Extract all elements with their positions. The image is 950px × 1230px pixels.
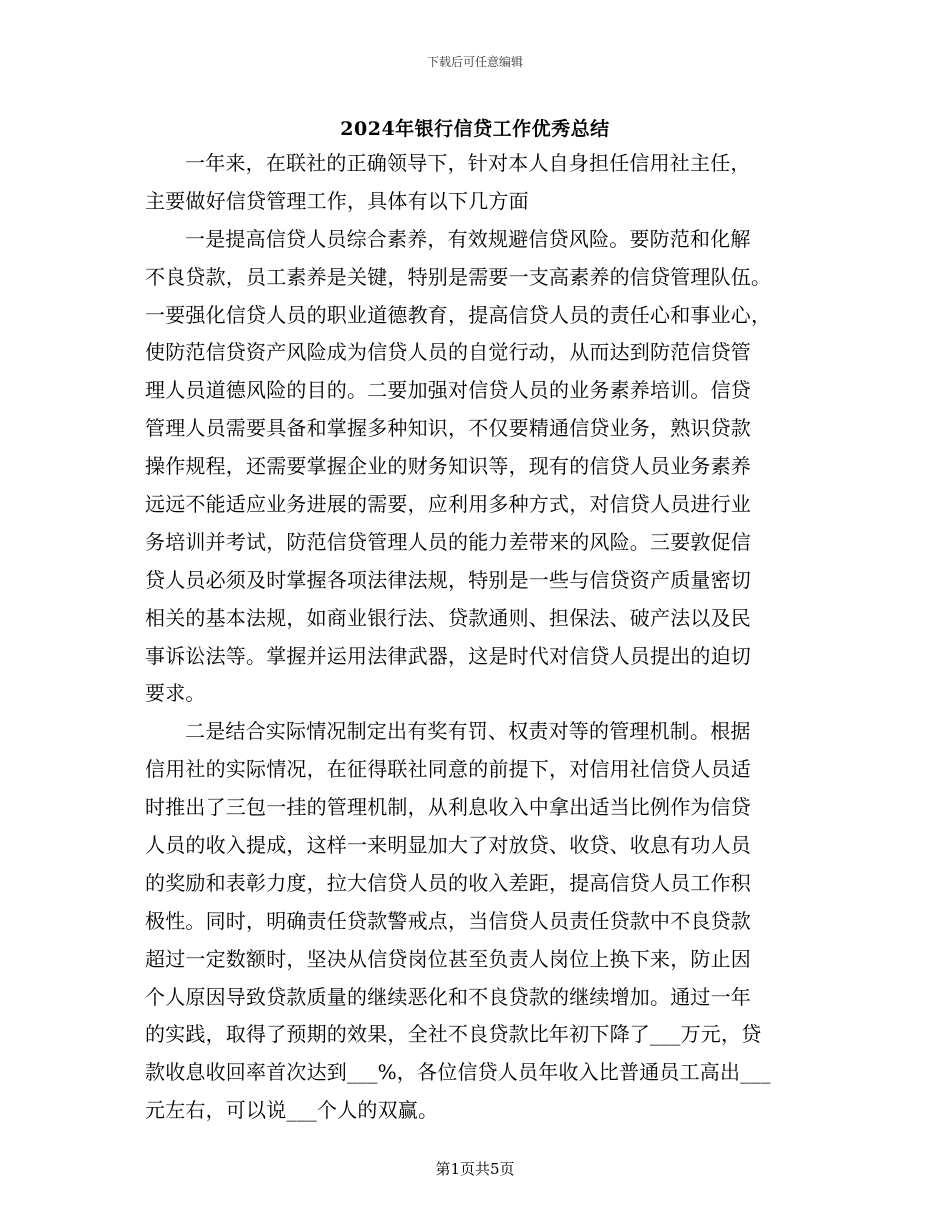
text-line: 相关的基本法规，如商业银行法、贷款通则、担保法、破产法以及民 bbox=[145, 605, 751, 630]
text-line: 主要做好信贷管理工作，具体有以下几方面 bbox=[145, 188, 529, 213]
text-line: 一是提高信贷人员综合素养，有效规避信贷风险。要防范和化解 bbox=[185, 226, 751, 251]
text-line: 理人员道德风险的目的。二要加强对信贷人员的业务素养培训。信贷 bbox=[145, 378, 751, 403]
text-line: 远远不能适应业务进展的需要，应利用多种方式，对信贷人员进行业 bbox=[145, 492, 751, 517]
text-line: 操作规程，还需要掌握企业的财务知识等，现有的信贷人员业务素养 bbox=[145, 454, 751, 479]
document-body bbox=[145, 145, 805, 1130]
text-line: 信用社的实际情况，在征得联社同意的前提下，对信用社信贷人员适 bbox=[145, 757, 751, 782]
text-line: 时推出了三包一挂的管理机制，从利息收入中拿出适当比例作为信贷 bbox=[145, 795, 751, 820]
text-line: 要求。 bbox=[145, 681, 206, 706]
document-title: 2024年银行信贷工作优秀总结 bbox=[340, 118, 610, 140]
page-header-note: 下载后可任意编辑 bbox=[426, 55, 523, 69]
text-line: 的实践，取得了预期的效果，全社不良贷款比年初下降了___万元，贷 bbox=[145, 1022, 762, 1047]
paragraph-1 bbox=[145, 145, 805, 221]
paragraph-2 bbox=[145, 221, 805, 714]
text-line: 人员的收入提成，这样一来明显加大了对放贷、收贷、收息有功人员 bbox=[145, 833, 751, 858]
text-line: 个人原因导致贷款质量的继续恶化和不良贷款的继续增加。通过一年 bbox=[145, 984, 751, 1009]
text-line: 的奖励和表彰力度，拉大信贷人员的收入差距，提高信贷人员工作积 bbox=[145, 870, 751, 895]
page-number: 第1页共5页 bbox=[435, 1160, 515, 1178]
text-line: 贷人员必须及时掌握各项法律法规，特别是一些与信贷资产质量密切 bbox=[145, 567, 751, 592]
text-line: 一年来，在联社的正确领导下，针对本人自身担任信用社主任， bbox=[185, 151, 751, 175]
text-line: 一要强化信贷人员的职业道德教育，提高信贷人员的责任心和事业心， bbox=[145, 302, 772, 327]
text-line: 款收息收回率首次达到___%，各位信贷人员年收入比普通员工高出___ bbox=[145, 1060, 771, 1085]
text-line: 事诉讼法等。掌握并运用法律武器，这是时代对信贷人员提出的迫切 bbox=[145, 643, 751, 668]
text-line: 极性。同时，明确责任贷款警戒点，当信贷人员责任贷款中不良贷款 bbox=[145, 908, 751, 933]
text-line: 不良贷款，员工素养是关键，特别是需要一支高素养的信贷管理队伍。 bbox=[145, 264, 772, 289]
text-line: 超过一定数额时，坚决从信贷岗位甚至负责人岗位上换下来，防止因 bbox=[145, 946, 751, 971]
text-line: 务培训并考试，防范信贷管理人员的能力差带来的风险。三要敦促信 bbox=[145, 529, 751, 554]
text-line: 管理人员需要具备和掌握多种知识，不仅要精通信贷业务，熟识贷款 bbox=[145, 416, 751, 441]
text-line: 元左右，可以说___个人的双赢。 bbox=[145, 1098, 439, 1123]
text-line: 二是结合实际情况制定出有奖有罚、权责对等的管理机制。根据 bbox=[185, 719, 751, 744]
text-line: 使防范信贷资产风险成为信贷人员的自觉行动，从而达到防范信贷管 bbox=[145, 340, 751, 365]
paragraph-3 bbox=[145, 713, 805, 1130]
